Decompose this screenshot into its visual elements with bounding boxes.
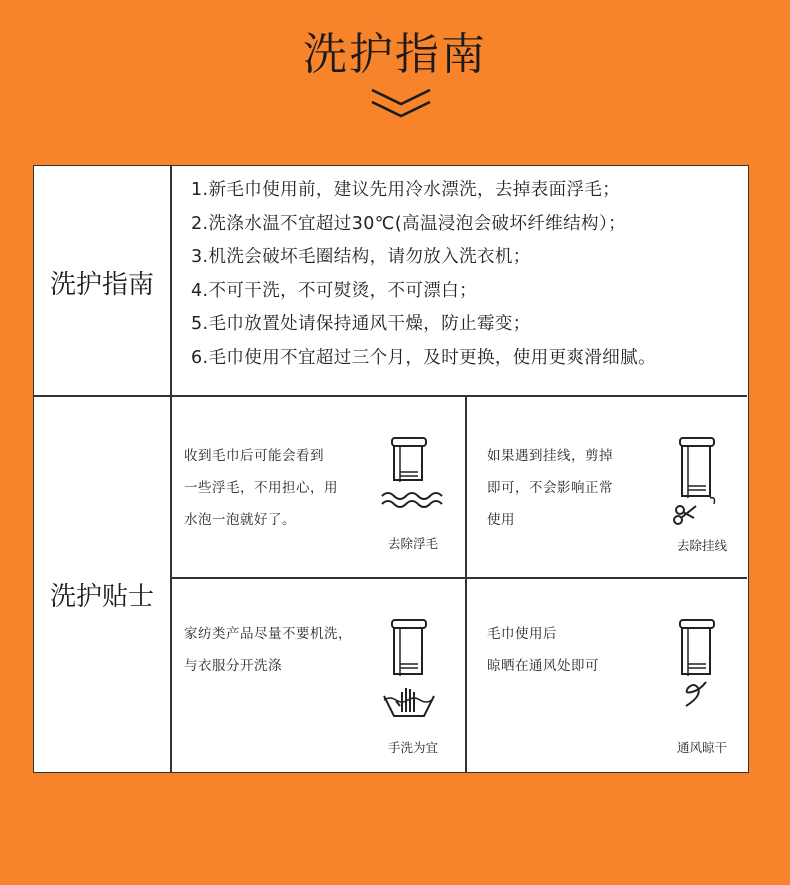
guide-item: 6.毛巾使用不宜超过三个月，及时更换，使用更爽滑细腻。 bbox=[191, 347, 656, 368]
tip-cell-hand-wash bbox=[171, 578, 465, 772]
guide-label: 洗护指南 bbox=[49, 270, 154, 300]
double-chevron-down-icon bbox=[370, 86, 432, 122]
tip-caption: 去除挂线 bbox=[676, 538, 727, 553]
care-panel bbox=[33, 165, 749, 773]
tip-text: 毛巾使用后 晾晒在通风处即可 bbox=[487, 626, 599, 674]
tip-cell-air-dry bbox=[466, 578, 747, 772]
guide-item: 1.新毛巾使用前，建议先用冷水漂洗，去掉表面浮毛； bbox=[191, 180, 621, 200]
guide-item: 3.机洗会破坏毛圈结构，请勿放入洗衣机； bbox=[191, 247, 531, 267]
towel-water-icon bbox=[378, 434, 448, 534]
tip-caption: 手洗为宜 bbox=[387, 740, 438, 755]
towel-handwash-icon bbox=[378, 616, 448, 736]
towel-hanging-icon bbox=[666, 616, 736, 736]
page-title: 洗护指南 bbox=[303, 29, 487, 80]
tip-text: 收到毛巾后可能会看到 一些浮毛，不用担心，用 水泡一泡就好了。 bbox=[184, 448, 338, 528]
tip-text: 如果遇到挂线，剪掉 即可，不会影响正常 使用 bbox=[487, 448, 613, 528]
guide-list bbox=[191, 174, 656, 375]
guide-item: 2.洗涤水温不宜超过30℃(高温浸泡会破坏纤维结构）； bbox=[191, 213, 626, 234]
tip-caption: 去除浮毛 bbox=[387, 536, 438, 551]
tip-cell-remove-thread bbox=[466, 396, 747, 577]
guide-item: 5.毛巾放置处请保持通风干燥，防止霉变； bbox=[191, 314, 531, 334]
towel-scissors-icon bbox=[666, 434, 736, 534]
tip-caption: 通风晾干 bbox=[676, 740, 727, 755]
tip-cell-remove-lint bbox=[171, 396, 465, 577]
guide-item: 4.不可干洗，不可熨烫，不可漂白； bbox=[191, 280, 477, 301]
tip-text: 家纺类产品尽量不要机洗， 与衣服分开洗涤 bbox=[184, 626, 352, 674]
tips-label: 洗护贴士 bbox=[49, 582, 154, 612]
